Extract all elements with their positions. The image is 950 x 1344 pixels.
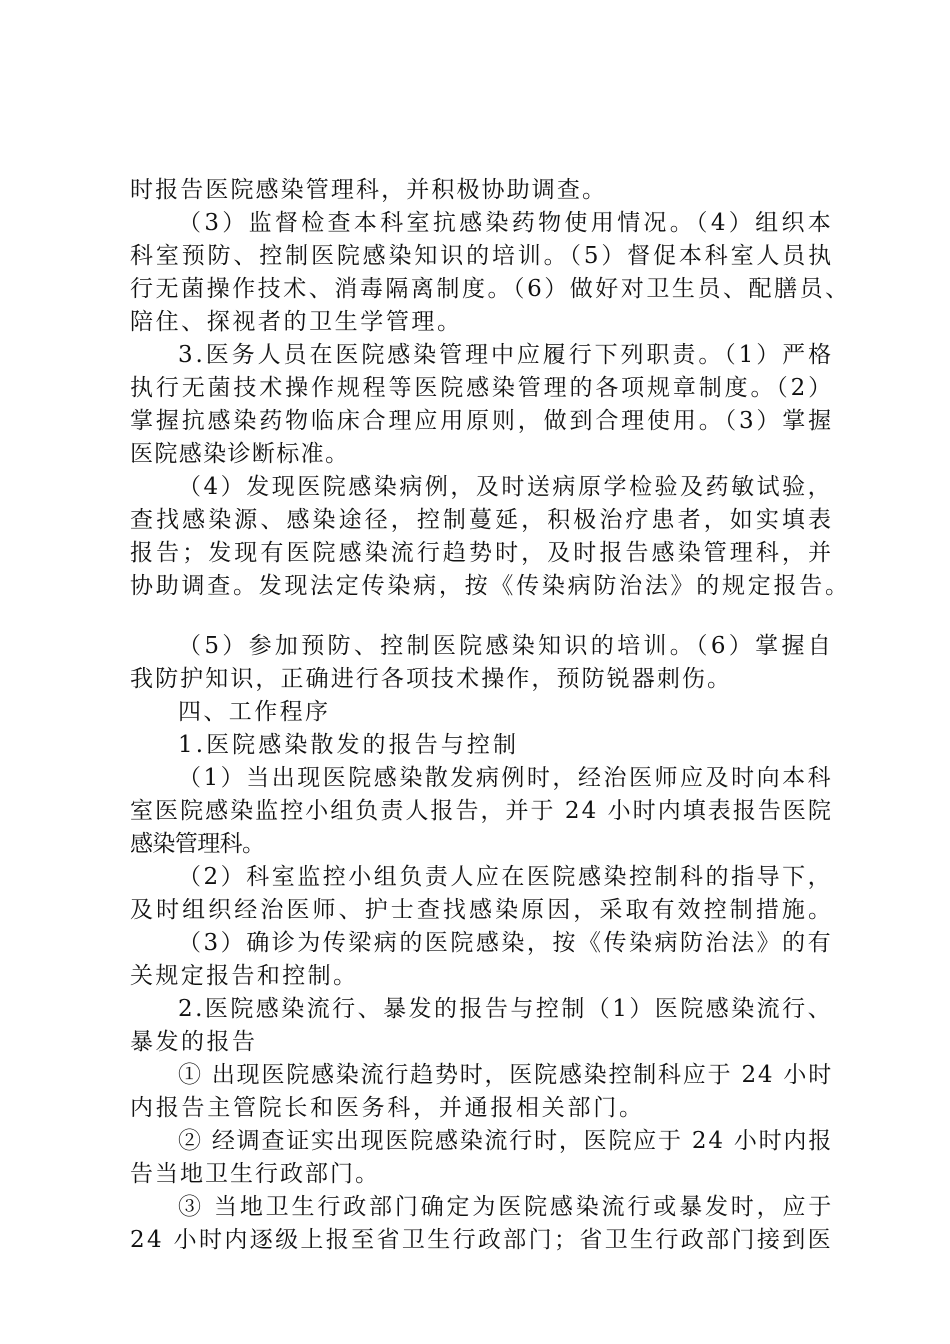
text-line: （4）发现医院感染病例，及时送病原学检验及药敏试验， [178, 474, 834, 500]
subsection-heading: 1.医院感染散发的报告与控制 [178, 732, 520, 758]
text-line: （3）监督检查本科室抗感染药物使用情况。（4）组织本 [178, 210, 835, 236]
text-line: 协助调查。发现法定传染病，按《传染病防治法》的规定报告。 [130, 573, 851, 599]
text-line: 执行无菌技术操作规程等医院感染管理的各项规章制度。（2） [130, 375, 834, 401]
section-heading: 四、工作程序 [178, 699, 331, 725]
text-line: 24 小时内逐级上报至省卫生行政部门；省卫生行政部门接到医 [130, 1227, 833, 1253]
text-line: 感染管理科。 [130, 831, 265, 857]
text-line: （1）当出现医院感染散发病例时，经治医师应及时向本科 [178, 765, 834, 791]
text-line: 告当地卫生行政部门。 [130, 1161, 380, 1187]
text-line: ③ 当地卫生行政部门确定为医院感染流行或暴发时，应于 [178, 1194, 835, 1220]
text-line: 陪住、探视者的卫生学管理。 [130, 309, 463, 335]
text-line: 内报告主管院长和医务科，并通报相关部门。 [130, 1095, 645, 1121]
text-line: 3.医务人员在医院感染管理中应履行下列职责。（1）严格 [178, 342, 835, 368]
text-line: 查找感染源、感染途径，控制蔓延，积极治疗患者，如实填表 [130, 507, 835, 533]
text-line: ① 出现医院感染流行趋势时，医院感染控制科应于 24 小时 [178, 1062, 833, 1088]
text-line: 医院感染诊断标准。 [130, 441, 350, 467]
text-line: （5）参加预防、控制医院感染知识的培训。（6）掌握自 [178, 633, 835, 659]
text-line: （2）科室监控小组负责人应在医院感染控制科的指导下， [178, 864, 834, 890]
text-line: （3）确诊为传梁病的医院感染，按《传染病防治法》的有 [178, 930, 834, 956]
text-line: 及时组织经治医师、护士查找感染原因，采取有效控制措施。 [130, 897, 835, 923]
text-line: ② 经调查证实出现医院感染流行时，医院应于 24 小时内报 [178, 1128, 833, 1154]
text-line: 行无菌操作技术、消毒隔离制度。（6）做好对卫生员、配膳员、 [130, 276, 851, 302]
text-line: 掌握抗感染药物临床合理应用原则，做到合理使用。（3）掌握 [130, 408, 834, 434]
subsection-heading: 2.医院感染流行、暴发的报告与控制（1）医院感染流行、 [178, 996, 834, 1022]
text-line: 我防护知识，正确进行各项技术操作，预防锐器刺伤。 [130, 666, 733, 692]
text-line: 时报告医院感染管理科，并积极协助调查。 [130, 177, 608, 203]
text-line: 暴发的报告 [130, 1029, 258, 1055]
text-line: 报告；发现有医院感染流行趋势时，及时报告感染管理科，并 [130, 540, 835, 566]
text-line: 科室预防、控制医院感染知识的培训。（5）督促本科室人员执 [130, 243, 834, 269]
text-line: 室医院感染监控小组负责人报告，并于 24 小时内填表报告医院 [130, 798, 833, 824]
text-line: 关规定报告和控制。 [130, 963, 359, 989]
